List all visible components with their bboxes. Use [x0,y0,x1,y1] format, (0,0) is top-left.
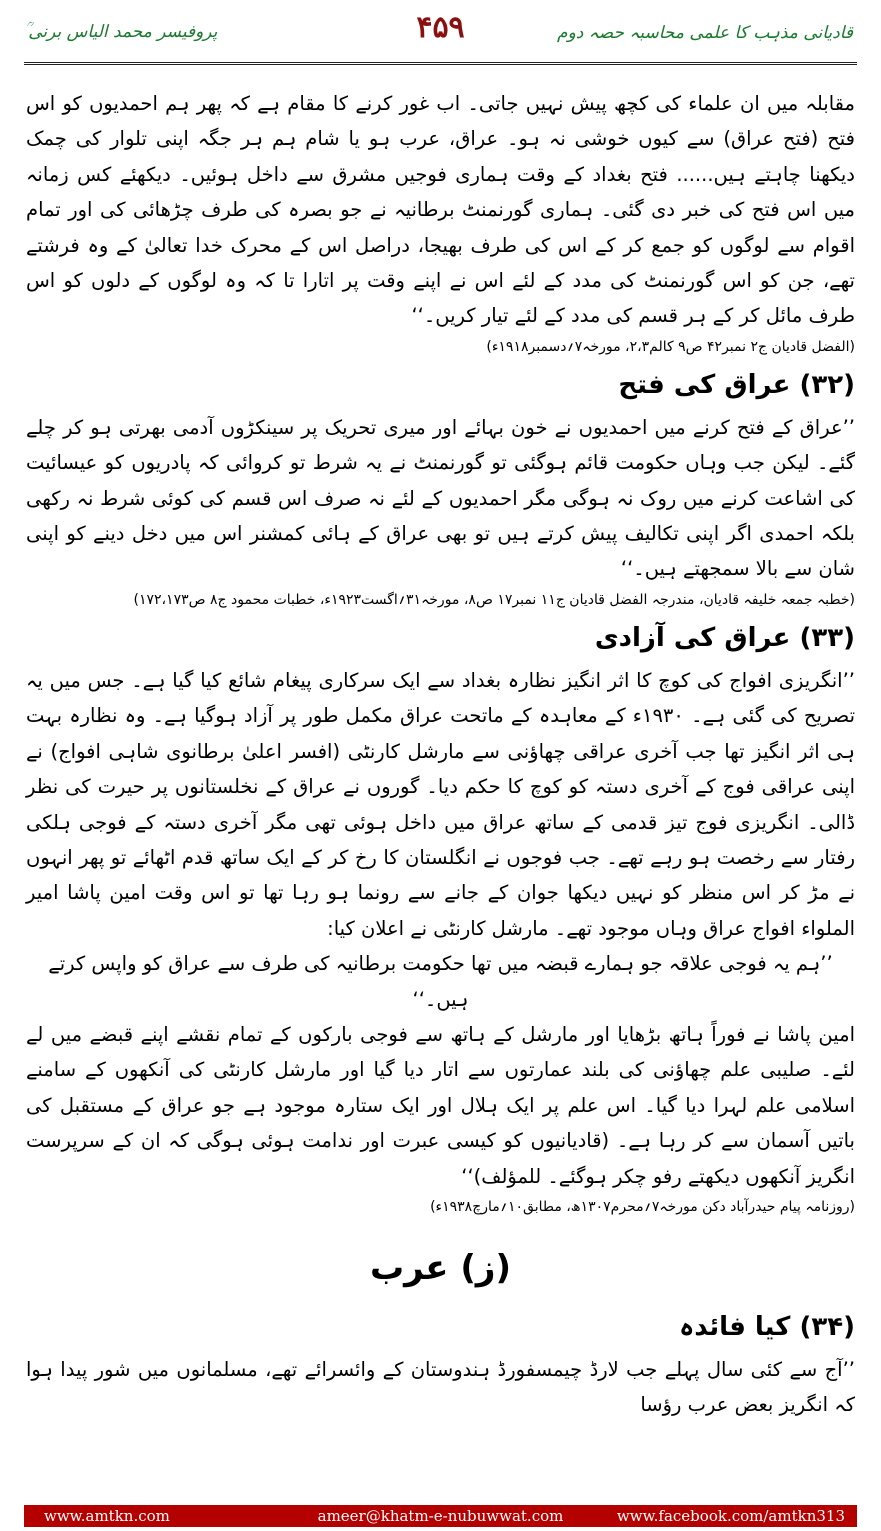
page-footer [24,1505,857,1527]
page-number: ۴۵۹ [416,10,465,45]
reference-3 [26,1196,855,1218]
author-name: پروفیسر محمد الیاس برنی ؒ [24,22,218,42]
paragraph-1: مقابلہ میں ان علماء کی کچھ پیش نہیں جاتی۔ اب غور کرنے کا مقام ہے کہ پھر ہم احمدیوں کو اس فتح (فتح عراق) سے کیوں خوشی نہ ہو۔ عراق، عرب ہو یا شام ہم ہر جگہ اپنی تلوار کی چمک دیکھنا چاہتے ہیں...... فتح بغداد کے وقت ہماری فوجیں مشرق سے داخل ہوئیں۔ دیکھئے کس زمانہ میں اس فتح کی خبر دی گئی۔ ہماری گورنمنٹ برطانیہ نے جو بصرہ کی طرف چڑھائی کی اور تمام اقوام سے لوگوں کو جمع کر کے اس کی طرف بھیجا، دراصل اس کے محرک خدا تعالیٰ کے وہ فرشتے تھے، جن کو اس گورنمنٹ کی مدد کے لئے اس نے اپنے وقت پر اتارا تا کہ وہ لوگوں کے دلوں کو اس طرف مائل کر کے ہر قسم کی مدد کے لئے تیار کریں۔‘‘ [26,92,855,328]
reference-2 [26,589,855,611]
footer-website-link[interactable]: www.amtkn.com [44,1507,170,1525]
header-divider [24,62,857,65]
footer-email-link[interactable]: ameer@khatm-e-nubuwwat.com [317,1507,564,1525]
paragraph-2: ’’عراق کے فتح کرنے میں احمدیوں نے خون بہائے اور میری تحریک پر سینکڑوں آدمی بھرتی ہو کر چلے گئے۔ لیکن جب وہاں حکومت قائم ہوگئی تو گورنمنٹ نے یہ شرط تو کروائی کہ پادریوں کو عیسائیت کی اشاعت کرنے میں روک نہ ہوگی مگر احمدیوں کے لئے نہ صرف اس قسم کی کوئی شرط نہ رکھی بلکہ احمدی اگر اپنی تکالیف پیش کرتے ہیں تو بھی عراق کے ہائی کمشنر اس میں دخل دینے کو اپنی شان سے بالا سمجھتے ہیں۔‘‘ [26,415,855,581]
section-34-heading: (۳۴) کیا فائدہ [679,1311,855,1342]
footer-facebook-link[interactable]: www.facebook.com/amtkn313 [616,1507,845,1525]
paragraph-3: ’’انگریزی افواج کی کوچ کا اثر انگیز نظارہ بغداد سے ایک سرکاری پیغام شائع کیا گیا ہے۔ جس میں یہ تصریح کی گئی ہے۔ ۱۹۳۰ء کے معاہدہ کے ماتحت عراق مکمل طور پر آزاد ہوگیا ہے۔ وہ نظارہ بہت ہی اثر انگیز تھا جب آخری عراقی چھاؤنی سے مارشل کارنٹی (افسر اعلیٰ برطانوی شاہی افواج) نے اپنی عراقی فوج کے آخری دستہ کو کوچ کا حکم دیا۔ گوروں نے عراق کے نخلستانوں پر حیرت کی نظر ڈالی۔ انگریزی فوج تیز قدمی کے ساتھ عراق میں داخل ہوئی تھی مگر آخری دستہ کے فوجی ہلکی رفتار سے رخصت ہو رہے تھے۔ جب فوجوں نے انگلستان کا رخ کر کے ایک ساتھ قدم اٹھائے تو پھر انہوں نے مڑ کر اس منظر کو نہیں دیکھا جوان کے جانے سے رونما ہو رہا تھا تو اس وقت امین پاشا امیر الملواء افواج عراق وہاں موجود تھے۔ مارشل کارنٹی نے اعلان کیا: [26,668,856,940]
section-z-heading: (ز) عرب [369,1247,512,1288]
paragraph-5: ’’آج سے کئی سال پہلے جب لارڈ چیمسفورڈ ہندوستان کے وائسرائے تھے، مسلمانوں میں شور پیدا ہوا کہ انگریز بعض عرب رؤسا [26,1357,855,1417]
page-body [26,86,855,1423]
reference-1-text: (الفضل قادیان ج۲ نمبر۴۲ ص۹ کالم۲،۳، مورخہ۷؍دسمبر۱۹۱۸ء) [486,338,855,355]
section-33-heading: (۳۳) عراق کی آزادی [594,622,855,653]
reference-2-text: (خطبہ جمعہ خلیفہ قادیان، مندرجہ الفضل قادیان ج۱۱ نمبر۱۷ ص۸، مورخہ۳۱؍اگست۱۹۲۳ء، خطبات محمود ج۸ ص۱۷۲،۱۷۳) [133,591,855,608]
proclamation-quote: ’’ہم یہ فوجی علاقہ جو ہمارے قبضہ میں تھا حکومت برطانیہ کی طرف سے عراق کو واپس کرتے ہیں۔‘‘ [48,952,833,1011]
paragraph-4: امین پاشا نے فوراً ہاتھ بڑھایا اور مارشل کے ہاتھ سے فوجی بارکوں کے تمام نقشے اپنے قبضے میں لے لئے۔ صلیبی علم چھاؤنی کی بلند عمارتوں سے اتار دیا گیا اور مارشل کارنٹی کی آنکھوں کے سامنے اسلامی علم لہرا دیا گیا۔ اس علم پر ایک ہلال اور ایک ستارہ موجود ہے جو عراق کے مستقبل کی باتیں آسمان سے کر رہا ہے۔ (قادیانیوں کو کیسی عبرت اور ندامت ہوئی ہوگی کہ ان کے سرپرست انگریز آنکھوں دیکھتے رفو چکر ہوگئے۔ للمؤلف)‘‘ [26,1022,855,1188]
reference-3-text: (روزنامہ پیام حیدرآباد دکن مورخہ۷؍محرم۱۳۰۷ھ، مطابق۱۰؍مارچ۱۹۳۸ء) [430,1198,855,1215]
reference-1 [26,336,855,358]
page-header [0,0,881,58]
section-32-heading: (۳۲) عراق کی فتح [618,369,855,400]
book-title: قادیانی مذہب کا علمی محاسبہ حصہ دوم [557,23,853,43]
